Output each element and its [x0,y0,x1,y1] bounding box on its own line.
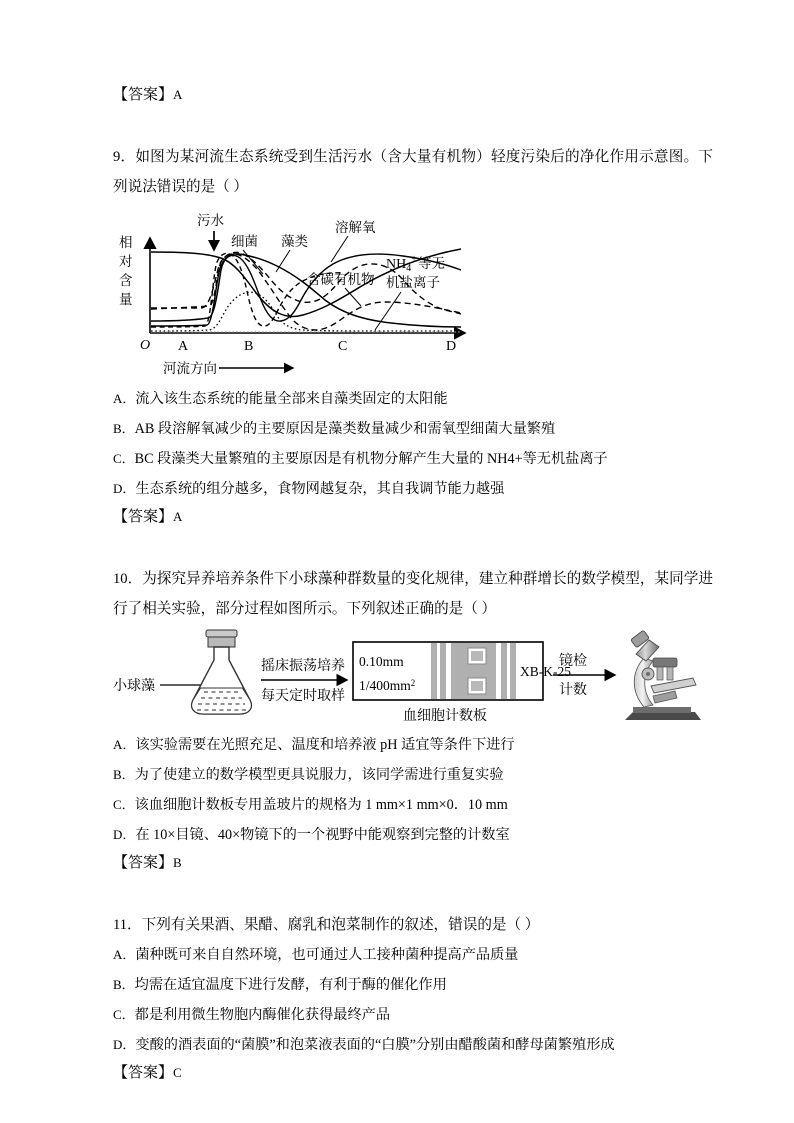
answer-label: 【答案】 [113,1065,174,1081]
callout-carbon-organics: 含碳有机物 [307,272,375,288]
x-axis-ticks [140,338,456,354]
callout-bacteria: 细菌 [231,234,258,250]
question-11-option-C [113,1000,713,1030]
hemocytometer-icon [353,642,571,724]
plate-spec-bottom: $1/400mm^2$ [359,678,416,693]
option-text: AB 段溶解氧减少的主要原因是藻类数量减少和需氧型细菌大量繁殖 [134,421,556,437]
question-10-number: 10． [113,571,143,587]
option-label: A． [113,737,136,752]
river-purification-figure [113,208,713,378]
option-text: 在 10×目镜、40×物镜下的一个视野中能观察到完整的计数室 [135,827,510,843]
option-label: B． [113,421,135,436]
option-label: D． [113,1037,136,1052]
question-9-number: 9． [113,149,136,165]
option-label: C． [113,797,135,812]
question-11-stem [113,910,713,940]
option-text: 流入该生态系统的能量全部来自藻类固定的太阳能 [135,391,448,407]
option-label: B． [113,767,135,782]
nh4-line2: 机盐离子 [386,275,440,291]
question-9-stem-text: 如图为某河流生态系统受到生活污水（含大量有机物）轻度污染后的净化作用示意图。下列说法错误的是（ ） [113,149,713,195]
option-label: D． [113,827,136,842]
option-text: BC 段藻类大量繁殖的主要原因是有机物分解产生大量的 NH4+等无机盐离子 [134,451,608,467]
spacer [113,530,713,564]
callout-sewage: 污水 [197,213,224,229]
answer-line-10 [113,850,713,876]
option-text: 该实验需要在光照充足、温度和培养液 pH 适宜等条件下进行 [135,737,515,753]
option-text: 变酸的酒表面的“菌膜”和泡菜液表面的“白膜”分别由醋酸菌和酵母菌繁殖形成 [135,1037,615,1053]
option-text: 该血细胞计数板专用盖玻片的规格为 1 mm×1 mm×0．10 mm [134,797,508,813]
option-text: 生态系统的组分越多，食物网越复杂，其自我调节能力越强 [135,481,505,497]
question-11-option-A [113,940,713,970]
answer-label: 【答案】 [113,855,174,871]
option-label: A． [113,947,136,962]
svg-text:相: 相 [119,235,133,251]
question-11-number: 11． [113,917,142,933]
arrow2-text-bottom: 计数 [559,682,587,698]
arrow1-text-bottom: 每天定时取样 [261,688,345,704]
question-9-option-A [113,384,713,414]
option-label: B． [113,977,135,992]
x-tick-A: A [178,339,189,354]
option-text: 菌种既可来自自然环境，也可通过人工接种菌种提高产品质量 [135,947,519,963]
label-chlorella: 小球藻 [113,678,155,694]
option-label: D． [113,481,136,496]
answer-line-11 [113,1060,713,1086]
answer-label: 【答案】 [113,87,174,103]
answer-line-8 [113,82,713,108]
question-10-option-C [113,790,713,820]
question-9-option-D [113,474,713,504]
question-9-stem [113,142,713,202]
option-label: C． [113,1007,135,1022]
plate-caption: 血细胞计数板 [403,708,487,724]
chlorella-experiment-figure [113,628,733,728]
answer-value: A [173,509,183,524]
question-10-option-D [113,820,713,850]
question-10-option-A [113,730,713,760]
spacer [113,876,713,910]
option-label: A． [113,391,136,406]
question-10-stem-text: 为探究异养培养条件下小球藻种群数量的变化规律，建立种群增长的数学模型，某同学进行了相关实验，部分过程如图所示。下列叙述正确的是（ ） [113,571,713,617]
plate-model: XB-K-25 [520,664,571,679]
option-text: 为了使建立的数学模型更具说服力，该同学需进行重复实验 [134,767,504,783]
answer-value: C [173,1065,182,1080]
arrow1-text-top: 摇床振荡培养 [261,658,345,674]
callout-algae: 藻类 [281,234,308,250]
x-tick-D: D [446,339,457,354]
answer-value: B [173,855,182,870]
nh4-suffix: 等无 [418,256,445,272]
plate-spec-top: 0.10mm [359,654,404,669]
flow-direction-group [163,360,293,377]
question-11-stem-text: 下列有关果酒、果醋、腐乳和泡菜制作的叙述，错误的是（ ） [141,917,540,933]
document-content [113,82,713,1086]
nh4-text: $NH_4^+$ [386,254,417,274]
question-11-option-B [113,970,713,1000]
erlenmeyer-flask-icon [192,630,252,714]
axis-origin-label: O [140,338,151,353]
y-axis-label [119,234,133,308]
answer-value: A [173,87,183,102]
answer-line-9 [113,504,713,530]
x-tick-C: C [338,339,348,354]
svg-text:对: 对 [119,254,133,270]
question-11-option-D [113,1030,713,1060]
x-tick-B: B [244,339,254,354]
option-text: 均需在适宜温度下进行发酵，有利于酶的催化作用 [134,977,447,993]
option-text: 都是利用微生物胞内酶催化获得最终产品 [134,1007,391,1023]
question-10-option-B [113,760,713,790]
arrow-microscope-count [553,652,615,698]
question-10-stem [113,564,713,624]
flow-direction-label: 河流方向 [163,361,217,377]
answer-label: 【答案】 [113,509,174,525]
callout-dissolved-oxygen: 溶解氧 [335,220,376,236]
spacer [113,108,713,142]
option-label: C． [113,451,135,466]
svg-text:含: 含 [119,273,133,289]
arrow-shaking-culture [261,657,347,704]
question-9-option-B [113,414,713,444]
microscope-icon [625,630,701,720]
svg-text:量: 量 [119,292,133,308]
question-9-option-C [113,444,713,474]
arrow2-text-top: 镜检 [559,653,587,669]
